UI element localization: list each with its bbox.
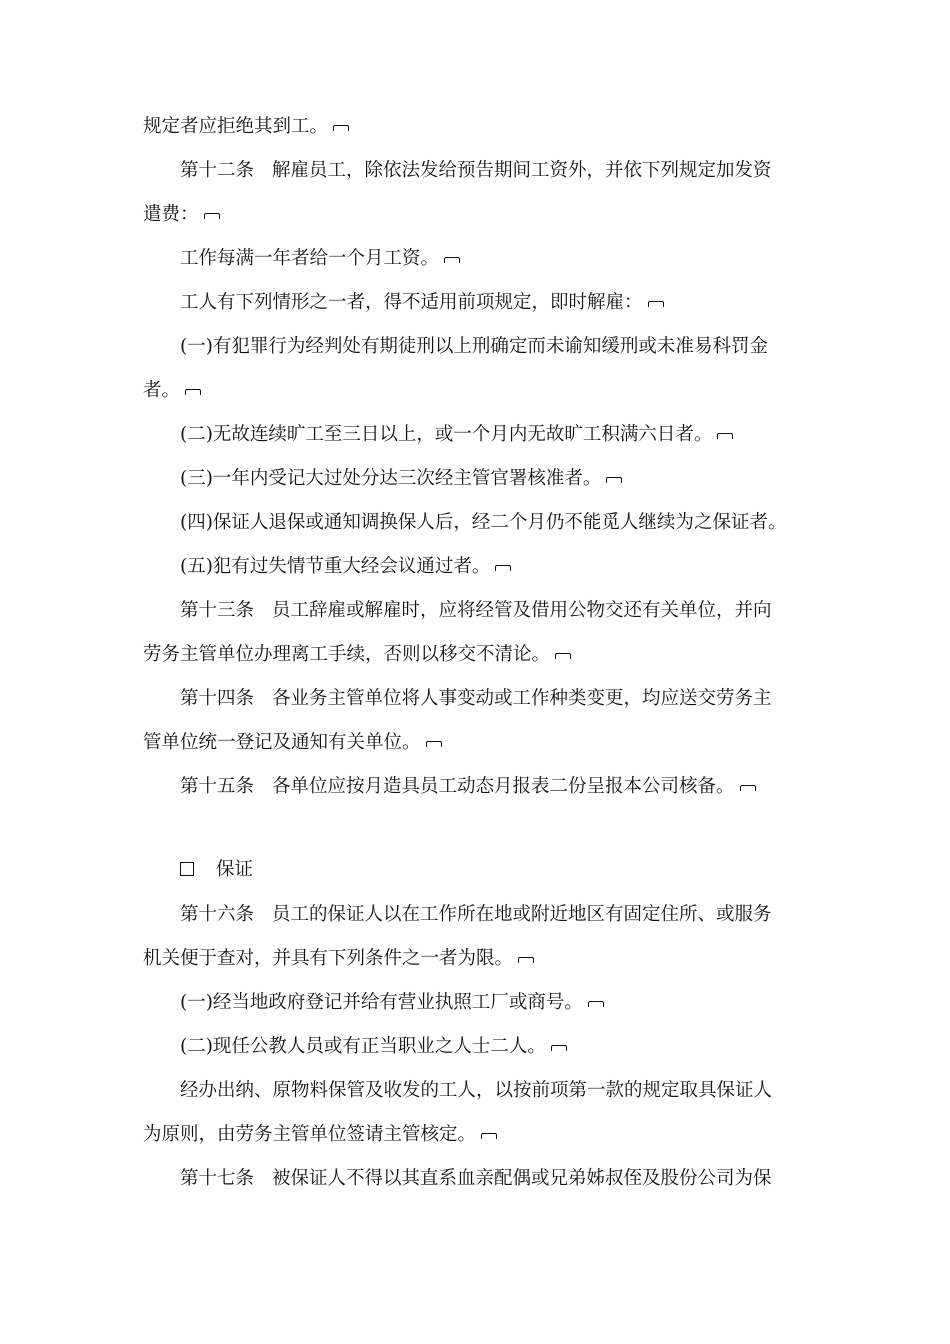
section-heading: 保证 — [180, 858, 253, 882]
list-item-line: (五)犯有过失情节重大经会议通过者。 — [180, 555, 511, 579]
paragraph-mark-icon — [555, 653, 571, 659]
article-15-heading-line: 第十五条 各单位应按月造具员工动态月报表二份呈报本公司核备。 — [180, 775, 756, 799]
paragraph-mark-icon — [481, 1133, 497, 1139]
list-item-line: (四)保证人退保或通知调换保人后，经二个月仍不能觅人继续为之保证者。 — [180, 512, 787, 533]
paragraph-line: 工人有下列情形之一者，得不适用前项规定，即时解雇： — [180, 291, 664, 315]
list-item-line: (三)一年内受记大过处分达三次经主管官署核准者。 — [180, 467, 622, 491]
list-item-line: (二)现任公教人员或有正当职业之人士二人。 — [180, 1035, 567, 1059]
paragraph-mark-icon — [518, 957, 534, 963]
article-12-heading-line: 第十二条 解雇员工，除依法发给预告期间工资外，并依下列规定加发资 — [180, 160, 772, 181]
paragraph-mark-icon — [444, 257, 460, 263]
paragraph-mark-icon — [333, 125, 349, 131]
list-item-line: (二)无故连续旷工至三日以上，或一个月内无故旷工积满六日者。 — [180, 423, 733, 447]
article-label: 第十七条 — [180, 1168, 255, 1189]
article-label: 第十五条 — [180, 776, 255, 797]
paragraph-line: 遣费： — [143, 203, 220, 227]
paragraph-mark-icon — [551, 1045, 567, 1051]
article-label: 第十六条 — [180, 904, 255, 925]
paragraph-line: 规定者应拒绝其到工。 — [143, 115, 349, 139]
paragraph-mark-icon — [717, 433, 733, 439]
paragraph-line: 工作每满一年者给一个月工资。 — [180, 247, 460, 271]
article-label: 第十二条 — [180, 160, 255, 181]
article-label: 第十四条 — [180, 688, 255, 709]
paragraph-mark-icon — [495, 565, 511, 571]
paragraph-line: 管单位统一登记及通知有关单位。 — [143, 731, 442, 755]
paragraph-mark-icon — [606, 477, 622, 483]
article-16-heading-line: 第十六条 员工的保证人以在工作所在地或附近地区有固定住所、或服务 — [180, 904, 772, 925]
article-label: 第十三条 — [180, 600, 255, 621]
paragraph-line: 经办出纳、原物料保管及收发的工人，以按前项第一款的规定取具保证人 — [180, 1080, 773, 1101]
article-14-heading-line: 第十四条 各业务主管单位将人事变动或工作种类变更，均应送交劳务主 — [180, 688, 772, 709]
checkbox-square-icon — [180, 862, 194, 876]
paragraph-mark-icon — [426, 741, 442, 747]
list-item-line: (一)有犯罪行为经判处有期徒刑以上刑确定而未谕知缓刑或未准易科罚金 — [180, 336, 768, 357]
paragraph-line: 为原则，由劳务主管单位签请主管核定。 — [143, 1123, 497, 1147]
paragraph-mark-icon — [740, 785, 756, 791]
paragraph-line: 劳务主管单位办理离工手续，否则以移交不清论。 — [143, 643, 571, 667]
paragraph-mark-icon — [204, 213, 220, 219]
article-13-heading-line: 第十三条 员工辞雇或解雇时，应将经管及借用公物交还有关单位，并向 — [180, 600, 772, 621]
paragraph-mark-icon — [648, 301, 664, 307]
paragraph-line: 机关便于查对，并具有下列条件之一者为限。 — [143, 947, 534, 971]
article-17-heading-line: 第十七条 被保证人不得以其直系血亲配偶或兄弟姊叔侄及股份公司为保 — [180, 1168, 772, 1189]
list-item-line: (一)经当地政府登记并给有营业执照工厂或商号。 — [180, 991, 604, 1015]
paragraph-mark-icon — [185, 389, 201, 395]
paragraph-line: 者。 — [143, 379, 201, 403]
paragraph-mark-icon — [588, 1001, 604, 1007]
